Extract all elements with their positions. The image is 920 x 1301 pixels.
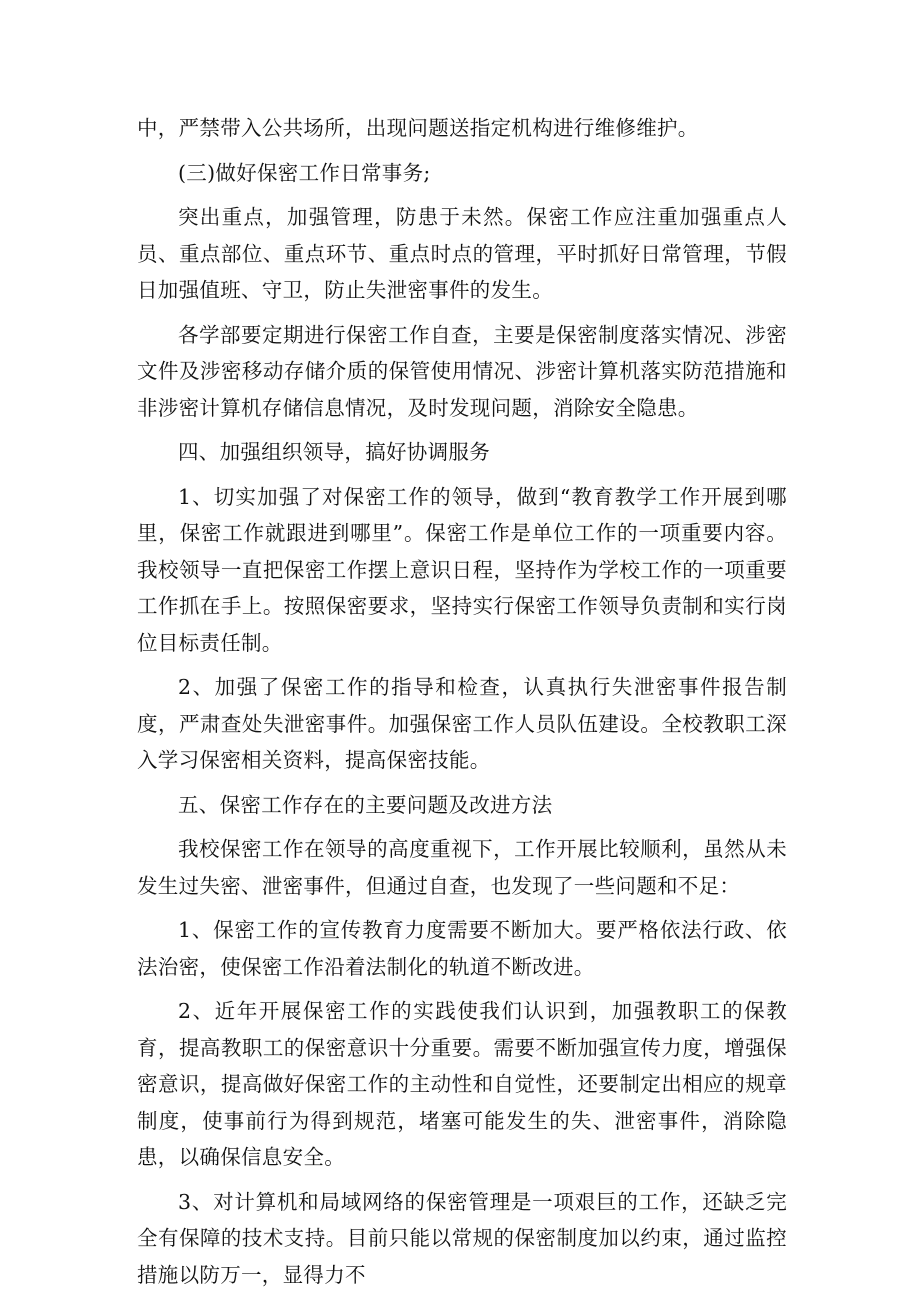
paragraph-8: 五、保密工作存在的主要问题及改进方法 (178, 792, 553, 817)
paragraph-12: 3、对计算机和局域网络的保密管理是一项艰巨的工作，还缺乏完全有保障的技术支持。目前只能以常规的保密制度加以约束，通过监控措施以防万一，显得力不 (137, 1189, 787, 1287)
paragraph-7: 2、加强了保密工作的指导和检查，认真执行失泄密事件报告制度，严肃查处失泄密事件。加强保密工作人员队伍建设。全校教职工深入学习保密相关资料，提高保密技能。 (137, 675, 787, 772)
paragraph-5: 四、加强组织领导，搞好协调服务 (178, 440, 490, 464)
paragraph-9: 我校保密工作在领导的高度重视下，工作开展比较顺利，虽然从未发生过失密、泄密事件，但通过自查，也发现了一些问题和不足： (137, 837, 787, 898)
paragraph-6: 1、切实加强了对保密工作的领导，做到“教育教学工作开展到哪里，保密工作就跟进到哪里”。保密工作是单位工作的一项重要内容。我校领导一直把保密工作摆上意识日程，坚持作为学校工作的一项重要工作抓在手上。按照保密要求，坚持实行保密工作领导负责制和实行岗位目标责任制。 (137, 484, 787, 655)
paragraph-10: 1、保密工作的宣传教育力度需要不断加大。要严格依法行政、依法治密，使保密工作沿着法制化的轨道不断改进。 (137, 918, 787, 979)
paragraph-2: (三)做好保密工作日常事务; (178, 160, 431, 185)
paragraph-3: 突出重点，加强管理，防患于未然。保密工作应注重加强重点人员、重点部位、重点环节、重点时点的管理，平时抓好日常管理，节假日加强值班、守卫，防止失泄密事件的发生。 (137, 205, 787, 302)
document-body (137, 110, 787, 1301)
paragraph-4: 各学部要定期进行保密工作自查，主要是保密制度落实情况、涉密文件及涉密移动存储介质的保管使用情况、涉密计算机落实防范措施和非涉密计算机存储信息情况，及时发现问题，消除安全隐患。 (137, 322, 787, 420)
paragraph-1: 中，严禁带入公共场所，出现问题送指定机构进行维修维护。 (137, 116, 699, 140)
paragraph-11: 2、近年开展保密工作的实践使我们认识到，加强教职工的保教育，提高教职工的保密意识十分重要。需要不断加强宣传力度，增强保密意识，提高做好保密工作的主动性和自觉性，还要制定出相应的规章制度，使事前行为得到规范，堵塞可能发生的失、泄密事件，消除隐患，以确保信息安全。 (137, 999, 787, 1169)
